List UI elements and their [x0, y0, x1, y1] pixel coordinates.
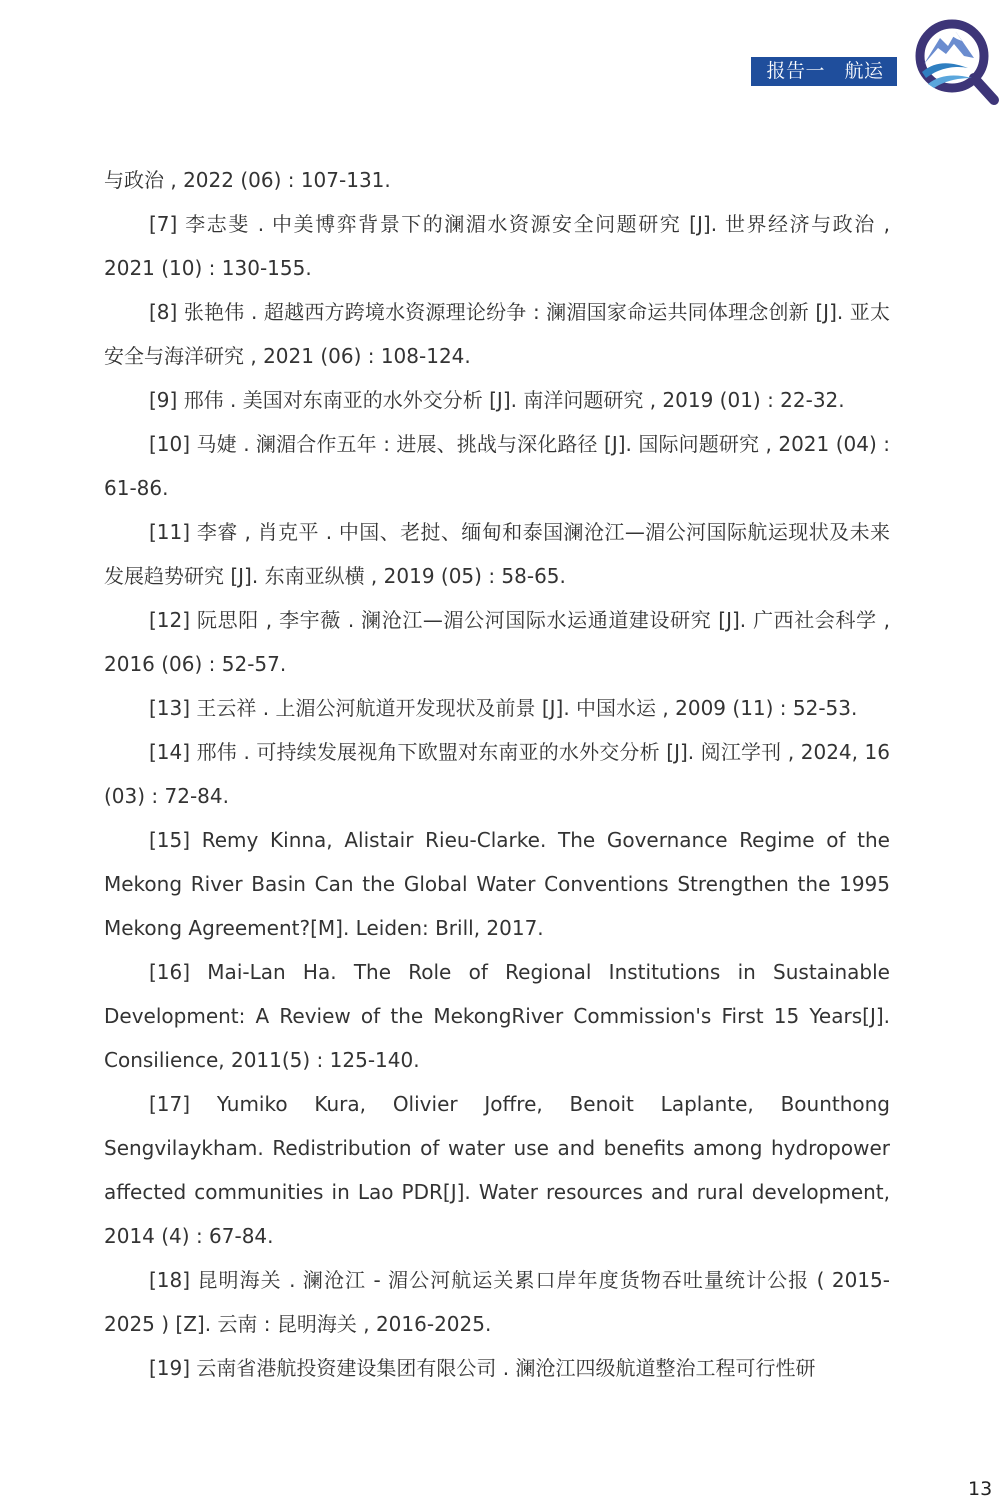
- reference-item-11: [11] 李睿 , 肖克平 . 中国、老挝、缅甸和泰国澜沧江—湄公河国际航运现状及未来发展趋势研究 [J]. 东南亚纵横 , 2019 (05) : 58-65.: [104, 520, 890, 588]
- reference-item-9: [9] 邢伟 . 美国对东南亚的水外交分析 [J]. 南洋问题研究 , 2019 (01) : 22-32.: [149, 388, 845, 412]
- reference-item-8: [8] 张艳伟 . 超越西方跨境水资源理论纷争 : 澜湄国家命运共同体理念创新 [J]. 亚太安全与海洋研究 , 2021 (06) : 108-124.: [104, 300, 890, 368]
- magnifier-mountain-river-logo-icon: [908, 14, 1000, 106]
- reference-item-16: [16] Mai-Lan Ha. The Role of Regional Institutions in Sustainable Development: A Review of the MekongRiver Commission's First 15 Years[J]. Consilience, 2011(5) : 125-140.: [104, 960, 890, 1072]
- reference-item-12: [12] 阮思阳 , 李宇薇 . 澜沧江—湄公河国际水运通道建设研究 [J]. 广西社会科学 , 2016 (06) : 52-57.: [104, 608, 890, 676]
- reference-item-17: [17] Yumiko Kura, Olivier Joffre, Benoit Laplante, Bounthong Sengvilaykham. Redistribution of water use and benefits among hydropower affected communities in Lao PDR[J]. Water resources and rural development, 2014 (4) : 67-84.: [104, 1092, 890, 1248]
- reference-continuation: 与政治 , 2022 (06) : 107-131.: [104, 168, 391, 192]
- reference-item-15: [15] Remy Kinna, Alistair Rieu-Clarke. The Governance Regime of the Mekong River Basin Can the Global Water Conventions Strengthen the 1995 Mekong Agreement?[M]. Leiden: Brill, 2017.: [104, 828, 890, 940]
- reference-item-18: [18] 昆明海关 . 澜沧江 - 湄公河航运关累口岸年度货物吞吐量统计公报 ( 2015-2025 ) [Z]. 云南 : 昆明海关 , 2016-2025.: [104, 1268, 890, 1336]
- reference-item-14: [14] 邢伟 . 可持续发展视角下欧盟对东南亚的水外交分析 [J]. 阅江学刊 , 2024, 16 (03) : 72-84.: [104, 740, 890, 808]
- reference-item-19: [19] 云南省港航投资建设集团有限公司 . 澜沧江四级航道整治工程可行性研: [149, 1356, 816, 1380]
- reference-item-7: [7] 李志斐 . 中美博弈背景下的澜湄水资源安全问题研究 [J]. 世界经济与政治 , 2021 (10) : 130-155.: [104, 212, 890, 280]
- reference-item-10: [10] 马婕 . 澜湄合作五年 : 进展、挑战与深化路径 [J]. 国际问题研究 , 2021 (04) : 61-86.: [104, 432, 890, 500]
- section-label-badge: 报告一 航运: [751, 57, 897, 86]
- river-wave-top: [922, 63, 968, 78]
- references-list: [104, 158, 890, 1390]
- reference-item-13: [13] 王云祥 . 上湄公河航道开发现状及前景 [J]. 中国水运 , 2009 (11) : 52-53.: [149, 696, 858, 720]
- magnifier-handle: [974, 78, 994, 100]
- page-number: 13: [968, 1478, 993, 1500]
